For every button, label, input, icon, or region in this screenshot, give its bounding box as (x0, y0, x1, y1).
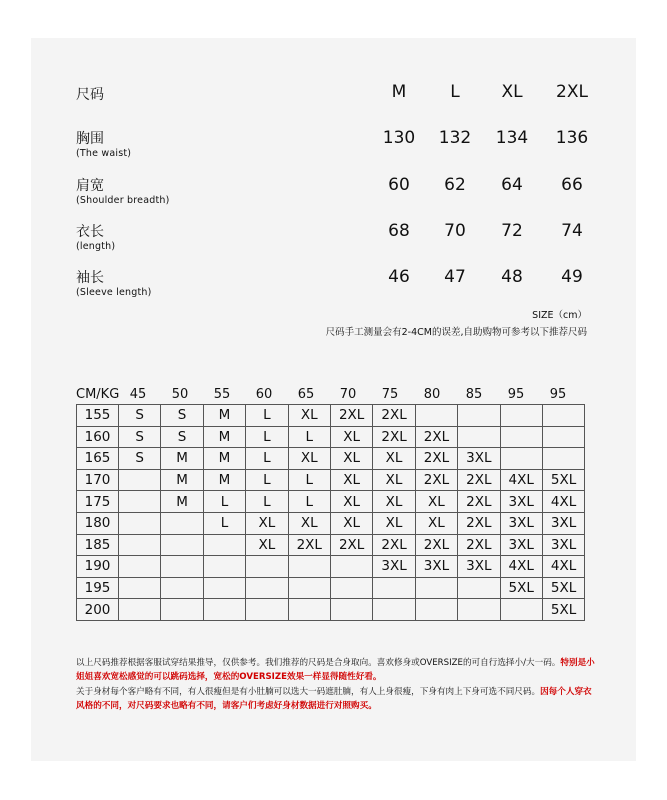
height-label: 175 (77, 491, 119, 513)
grid-cell (288, 577, 330, 599)
grid-cell (119, 512, 161, 534)
cell: 60 (388, 175, 410, 195)
grid-cell: 2XL (415, 426, 457, 448)
weight-label: 55 (213, 387, 231, 402)
grid-cell: S (161, 405, 203, 427)
grid-cell: L (246, 491, 288, 513)
footnote-1 (76, 656, 596, 685)
grid-cell (330, 577, 372, 599)
grid-cell: M (203, 469, 245, 491)
grid-cell (458, 577, 500, 599)
grid-cell (330, 556, 372, 578)
grid-cell (203, 599, 245, 621)
grid-row (77, 405, 585, 427)
grid-cell (500, 426, 542, 448)
grid-cell: XL (373, 469, 415, 491)
grid-cell: XL (373, 512, 415, 534)
grid-cell: 3XL (458, 556, 500, 578)
grid-cell: S (119, 405, 161, 427)
measurement-note: 尺码手工测量会有2-4CM的误差,自助购物可参考以下推荐尺码 (325, 327, 587, 338)
grid-cell: XL (330, 512, 372, 534)
grid-cell (288, 556, 330, 578)
grid-row (77, 469, 585, 491)
size-unit: SIZE（cm） (532, 310, 587, 321)
grid-cell (542, 426, 584, 448)
grid-cell (458, 405, 500, 427)
height-label: 195 (77, 577, 119, 599)
grid-cell (119, 599, 161, 621)
grid-row (77, 577, 585, 599)
grid-row (77, 512, 585, 534)
grid-corner: CM/KG (76, 387, 120, 402)
row-label: 衣长 (76, 224, 104, 240)
grid-cell: 2XL (415, 534, 457, 556)
footnote-2-text: 关于身材每个客户略有不同，有人很瘦但是有小肚腩可以选大一码遮肚腩，有人上身很瘦，下身有肉上下身可选不同尺码。 (76, 686, 541, 697)
height-label: 190 (77, 556, 119, 578)
grid-cell: L (288, 469, 330, 491)
grid-cell (500, 448, 542, 470)
grid-cell: M (203, 405, 245, 427)
height-label: 165 (77, 448, 119, 470)
grid-cell: M (161, 491, 203, 513)
grid-cell (203, 534, 245, 556)
row-sublabel: (length) (76, 241, 116, 252)
row-sublabel: (The waist) (76, 148, 132, 159)
weight-label: 85 (465, 387, 483, 402)
grid-cell: 3XL (500, 534, 542, 556)
grid-cell (458, 426, 500, 448)
size-col-2xl: 2XL (556, 82, 588, 102)
footnote-2 (76, 685, 596, 714)
grid-cell (119, 469, 161, 491)
grid-cell: 3XL (415, 556, 457, 578)
grid-cell: XL (288, 512, 330, 534)
grid-cell: 3XL (500, 491, 542, 513)
recommend-grid (76, 404, 585, 621)
grid-cell: 3XL (542, 512, 584, 534)
footnote-1-highlight: 特别是小姐姐喜欢宽松感觉的可以跳码选择，宽松的OVERSIZE效果一样显得随性好看。 (76, 658, 595, 683)
height-label: 155 (77, 405, 119, 427)
grid-cell: 5XL (500, 577, 542, 599)
grid-cell: XL (330, 448, 372, 470)
grid-cell: XL (246, 512, 288, 534)
weight-label: 45 (129, 387, 147, 402)
grid-cell (161, 534, 203, 556)
weight-label: 65 (297, 387, 315, 402)
height-label: 185 (77, 534, 119, 556)
grid-cell: L (288, 491, 330, 513)
size-col-m: M (391, 82, 407, 102)
height-label: 160 (77, 426, 119, 448)
grid-cell: L (246, 469, 288, 491)
row-sublabel: (Shoulder breadth) (76, 195, 170, 206)
grid-cell (203, 556, 245, 578)
cell: 70 (444, 221, 466, 241)
grid-cell: 2XL (330, 405, 372, 427)
cell: 72 (501, 221, 523, 241)
weight-label: 80 (423, 387, 441, 402)
row-label: 袖长 (76, 270, 104, 286)
grid-cell (161, 577, 203, 599)
grid-cell: L (246, 426, 288, 448)
cell: 62 (444, 175, 466, 195)
size-col-xl: XL (501, 82, 523, 102)
grid-cell (161, 556, 203, 578)
cell: 64 (501, 175, 523, 195)
grid-cell: 4XL (542, 556, 584, 578)
grid-cell: XL (330, 491, 372, 513)
cell: 134 (495, 128, 529, 148)
grid-row (77, 491, 585, 513)
grid-cell (288, 599, 330, 621)
weight-label: 95 (549, 387, 567, 402)
cell: 66 (561, 175, 583, 195)
grid-cell (246, 599, 288, 621)
cell: 132 (438, 128, 472, 148)
row-sublabel: (Sleeve length) (76, 287, 152, 298)
grid-cell: XL (288, 448, 330, 470)
grid-cell: 3XL (458, 448, 500, 470)
grid-cell: XL (373, 448, 415, 470)
grid-cell: 5XL (542, 599, 584, 621)
cell: 68 (388, 221, 410, 241)
grid-cell: 5XL (542, 577, 584, 599)
cell: 49 (561, 267, 583, 287)
grid-cell (415, 405, 457, 427)
grid-cell: 2XL (458, 534, 500, 556)
cell: 48 (501, 267, 523, 287)
grid-cell (161, 512, 203, 534)
row-label: 肩宽 (76, 178, 104, 194)
cell: 46 (388, 267, 410, 287)
grid-cell: 5XL (542, 469, 584, 491)
grid-cell (119, 491, 161, 513)
grid-cell: S (119, 448, 161, 470)
grid-cell: L (203, 491, 245, 513)
grid-cell: 4XL (500, 469, 542, 491)
grid-cell (373, 599, 415, 621)
grid-cell (246, 556, 288, 578)
size-col-l: L (450, 82, 460, 102)
grid-cell: M (203, 426, 245, 448)
height-label: 180 (77, 512, 119, 534)
size-header-label: 尺码 (76, 87, 104, 103)
grid-cell (330, 599, 372, 621)
grid-cell: L (203, 512, 245, 534)
grid-cell: 4XL (500, 556, 542, 578)
grid-cell: 2XL (373, 405, 415, 427)
footnote-1-text: 以上尺码推荐根据客服试穿结果推导，仅供参考。我们推荐的尺码是合身取向。喜欢修身或OVERSIZE的可自行选择小/大一码。 (76, 658, 561, 668)
row-label: 胸围 (76, 131, 104, 147)
grid-cell: 4XL (542, 491, 584, 513)
grid-cell: S (161, 426, 203, 448)
weight-label: 75 (381, 387, 399, 402)
weight-label: 50 (171, 387, 189, 402)
grid-cell: M (203, 448, 245, 470)
grid-cell: 2XL (288, 534, 330, 556)
footnotes (76, 656, 596, 713)
grid-cell: 3XL (373, 556, 415, 578)
grid-cell: XL (330, 426, 372, 448)
grid-row (77, 599, 585, 621)
footnote-2-highlight: 因每个人穿衣风格的不同，对尺码要求也略有不同，请客户们考虑好身材数据进行对照购买。 (76, 686, 592, 711)
grid-cell: L (246, 448, 288, 470)
grid-cell (373, 577, 415, 599)
grid-cell: XL (415, 512, 457, 534)
grid-cell: 2XL (458, 491, 500, 513)
grid-cell (415, 599, 457, 621)
grid-cell: M (161, 469, 203, 491)
weight-label: 60 (255, 387, 273, 402)
grid-row (77, 448, 585, 470)
grid-cell: 2XL (330, 534, 372, 556)
grid-cell (500, 405, 542, 427)
cell: 136 (555, 128, 589, 148)
grid-cell (119, 556, 161, 578)
grid-cell: L (288, 426, 330, 448)
grid-cell (246, 577, 288, 599)
grid-cell: 3XL (542, 534, 584, 556)
grid-cell: 2XL (415, 448, 457, 470)
grid-row (77, 556, 585, 578)
grid-cell (119, 577, 161, 599)
grid-cell: 2XL (458, 469, 500, 491)
cell: 74 (561, 221, 583, 241)
grid-cell: 3XL (500, 512, 542, 534)
grid-cell: XL (330, 469, 372, 491)
grid-cell: XL (373, 491, 415, 513)
grid-cell (542, 405, 584, 427)
grid-cell (203, 577, 245, 599)
size-chart-card (31, 38, 636, 761)
height-label: 170 (77, 469, 119, 491)
grid-cell: 2XL (373, 534, 415, 556)
grid-cell: 2XL (373, 426, 415, 448)
grid-cell: L (246, 405, 288, 427)
grid-cell (415, 577, 457, 599)
grid-cell: XL (415, 491, 457, 513)
weight-label: 95 (507, 387, 525, 402)
grid-cell: S (119, 426, 161, 448)
cell: 130 (382, 128, 416, 148)
grid-cell: 2XL (458, 512, 500, 534)
cell: 47 (444, 267, 466, 287)
weight-label: 70 (339, 387, 357, 402)
grid-cell: M (161, 448, 203, 470)
grid-cell (119, 534, 161, 556)
grid-cell: XL (246, 534, 288, 556)
grid-cell: XL (288, 405, 330, 427)
grid-cell (161, 599, 203, 621)
grid-cell: 2XL (415, 469, 457, 491)
grid-cell (500, 599, 542, 621)
height-label: 200 (77, 599, 119, 621)
grid-row (77, 426, 585, 448)
grid-row (77, 534, 585, 556)
grid-cell (458, 599, 500, 621)
grid-cell (542, 448, 584, 470)
